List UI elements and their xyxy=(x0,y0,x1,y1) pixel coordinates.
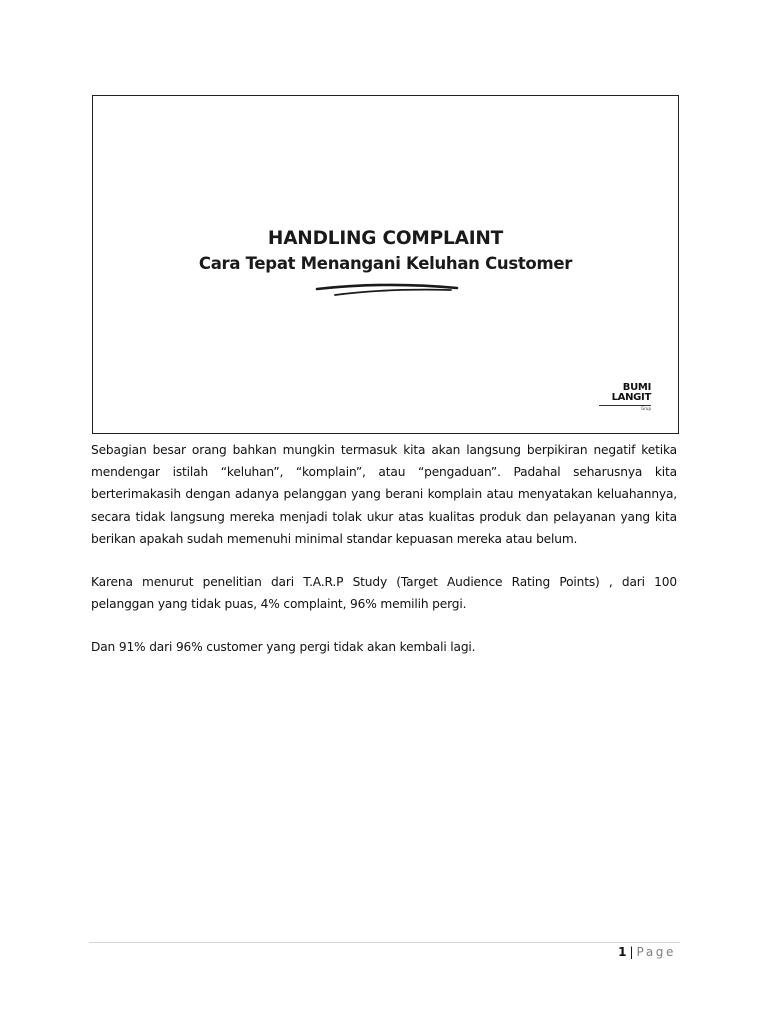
swoosh-underline-icon xyxy=(313,280,463,302)
paragraph-tarp-study: Karena menurut penelitian dari T.A.R.P Study (Target Audience Rating Points) , dari 100 pelanggan yang tidak puas, 4% complaint, 96% memilih pergi. xyxy=(91,575,677,612)
paragraph-intro: Sebagian besar orang bahkan mungkin termasuk kita akan langsung berpikiran negatif ketika mendengar istilah “keluhan”, “komplain”, atau “pengaduan”. Padahal seharusnya kita berterimakasih dengan adanya pelanggan yang berani komplain atau menyatakan keluahannya, secara tidak langsung mereka menjadi tolak ukur atas kualitas produk dan pelayanan yang kita berikan apakah sudah memenuhi minimal standar kepuasan mereka atau belum. xyxy=(91,443,677,546)
logo-line-2: LANGIT xyxy=(611,392,651,403)
page-number: 1 xyxy=(618,945,627,959)
logo-subtext: Grup xyxy=(599,405,651,412)
bumi-langit-logo xyxy=(599,383,651,412)
banner-title: HANDLING COMPLAINT xyxy=(267,228,504,249)
page-footer xyxy=(618,944,676,960)
footer-divider xyxy=(89,942,680,943)
footer-separator: | xyxy=(629,945,634,959)
header-banner-image xyxy=(92,95,679,434)
paragraph-conclusion: Dan 91% dari 96% customer yang pergi tidak akan kembali lagi. xyxy=(91,640,476,654)
page-label: Page xyxy=(636,945,676,959)
banner-subtitle: Cara Tepat Menangani Keluhan Customer xyxy=(198,254,573,273)
logo-line-1: BUMI xyxy=(622,382,651,393)
